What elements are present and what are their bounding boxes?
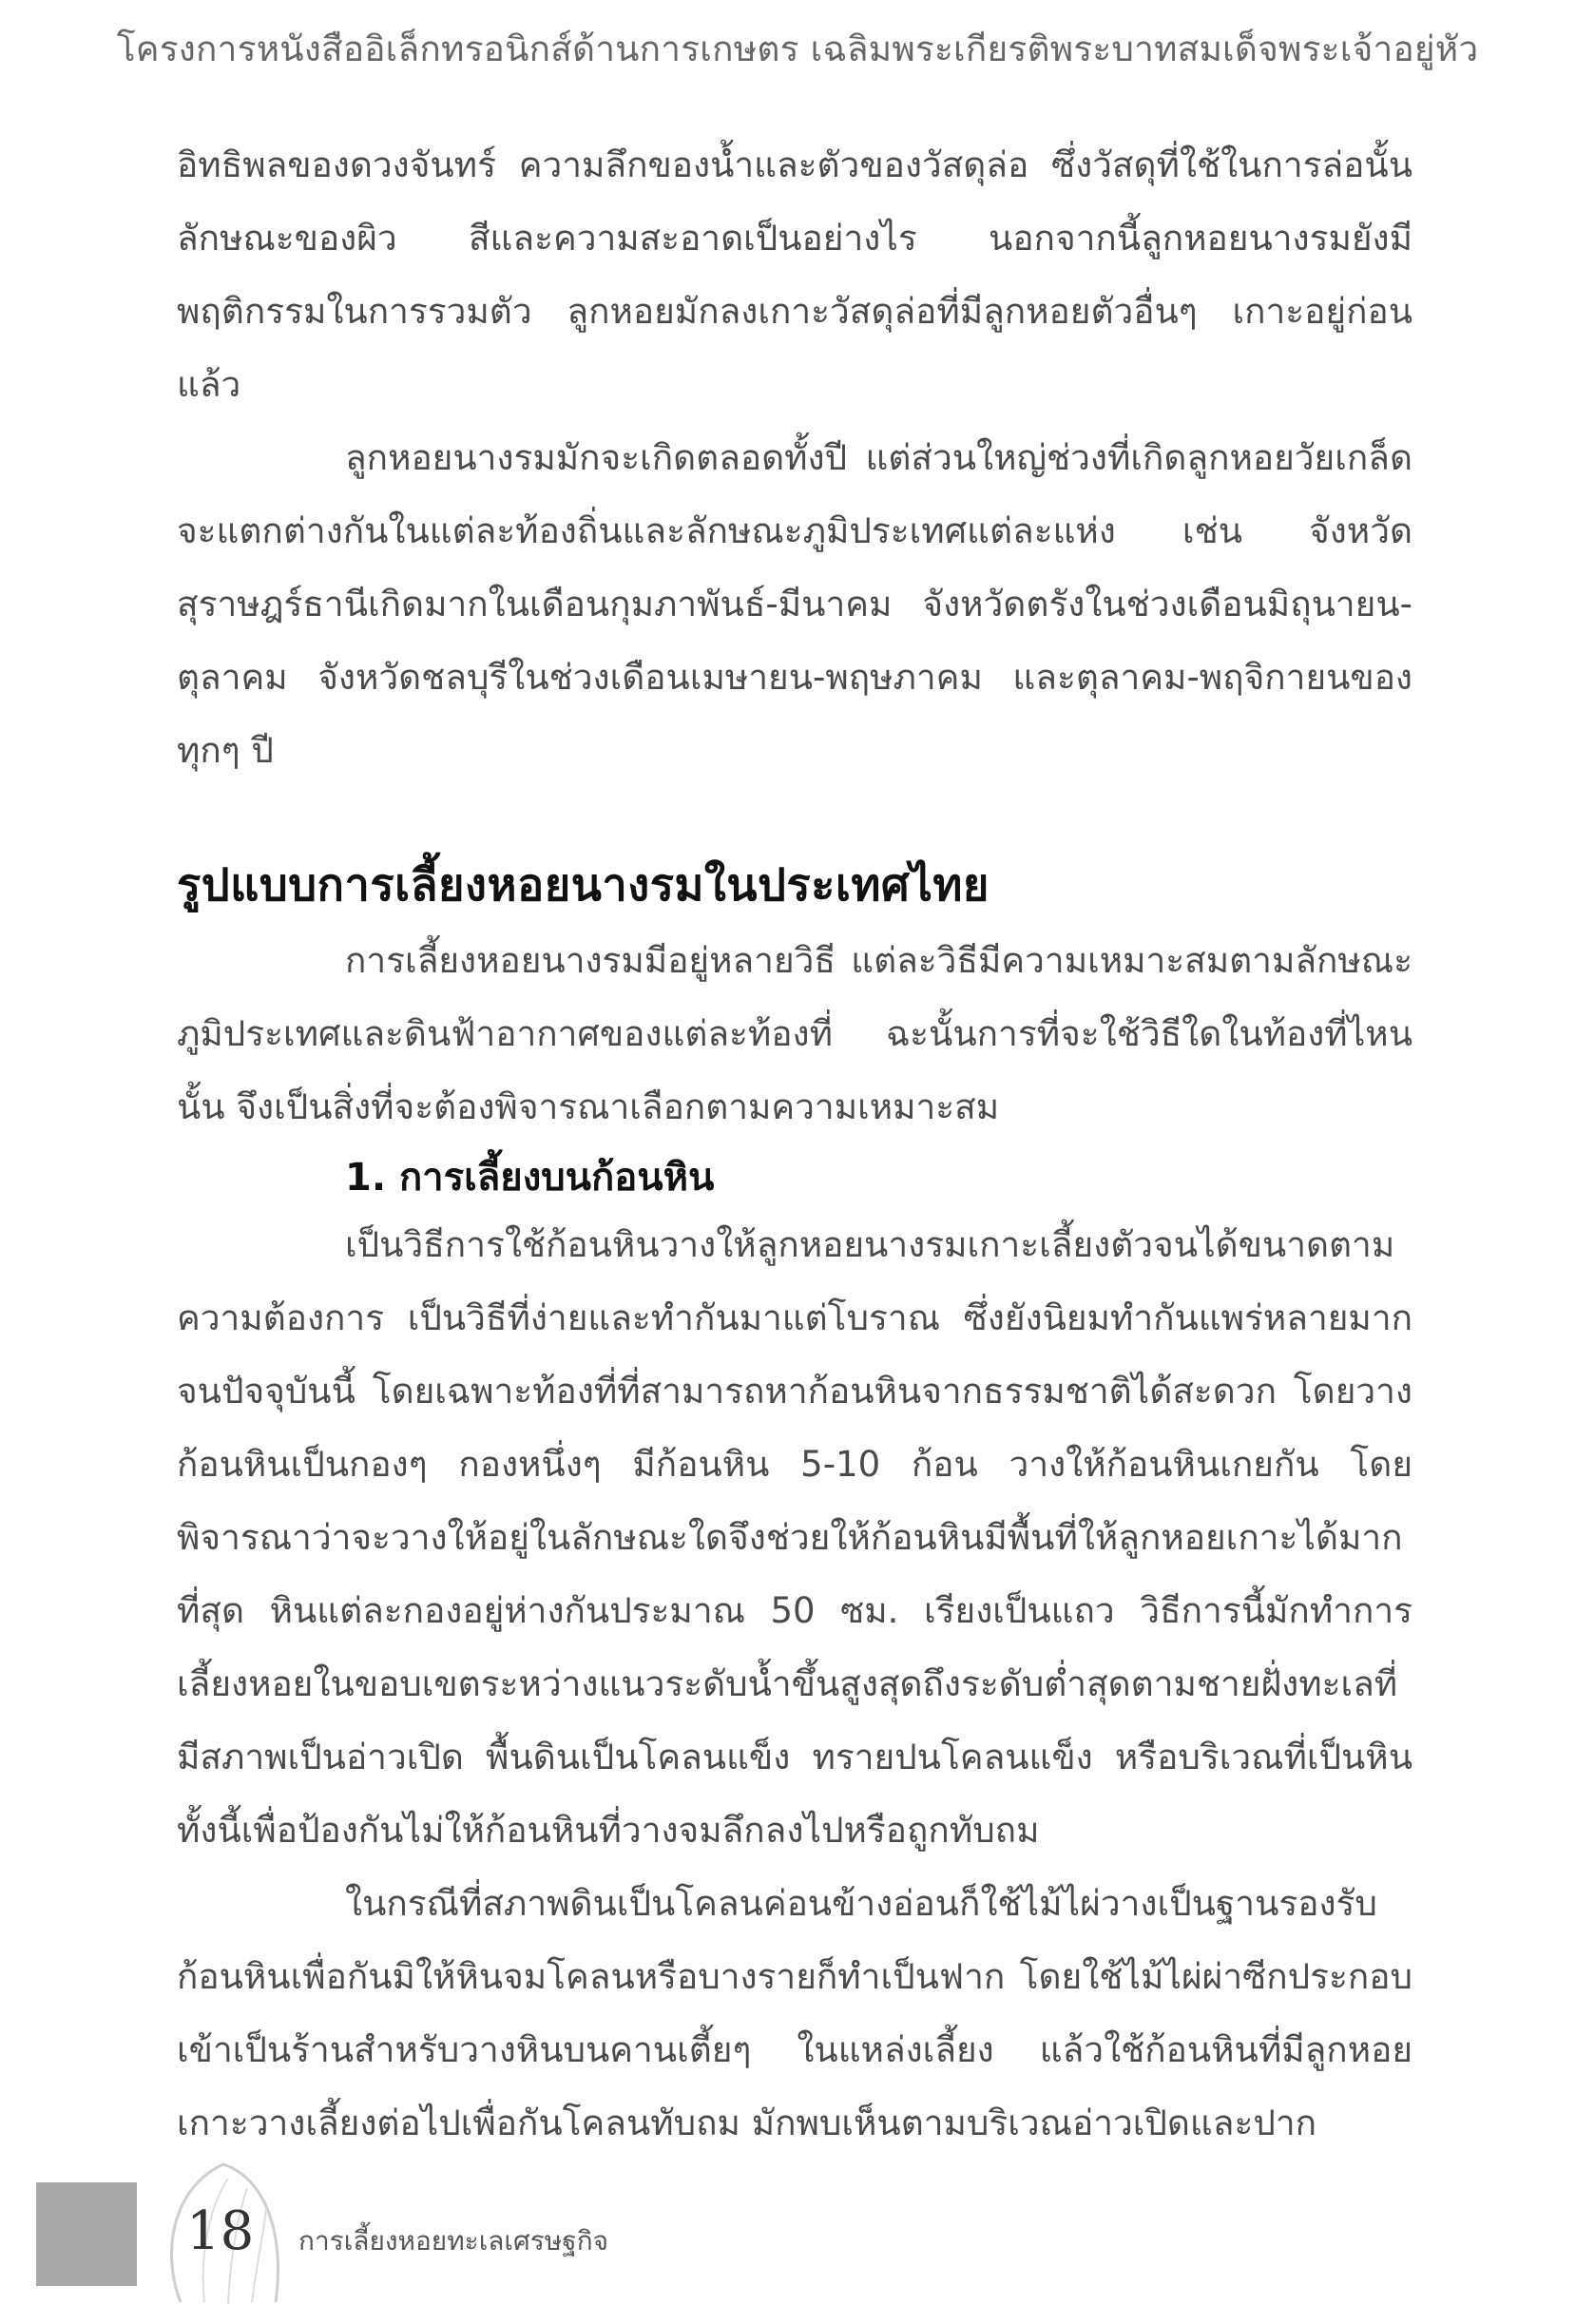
section-heading: รูปแบบการเลี้ยงหอยนางรมในประเทศไทย (177, 859, 990, 912)
footer-gray-box (36, 2182, 137, 2286)
paragraph-2: ลูกหอยนางรมมักจะเกิดตลอดทั้งปี แต่ส่วนใหญ่ช่วงที่เกิดลูกหอยวัยเกล็ด จะแตกต่างกันในแต่ละท้องถิ่นและลักษณะภูมิประเทศแต่ละแห่ง เช่น จังหวัดสุราษฎร์ธานีเกิดมากในเดือนกุมภาพันธ์-มีนาคม จังหวัดตรังในช่วงเดือนมิถุนายน-ตุลาคม จังหวัดชลบุรีในช่วงเดือนเมษายน-พฤษภาคม และตุลาคม-พฤจิกายนของทุกๆ ปี (177, 437, 1412, 771)
paragraph-5: ในกรณีที่สภาพดินเป็นโคลนค่อนข้างอ่อนก็ใช้ไม้ไผ่วางเป็นฐานรองรับก้อนหินเพื่อกันมิให้หินจมโคลนหรือบางรายก็ทำเป็นฟาก โดยใช้ไม้ไผ่ผ่าซีกประกอบเข้าเป็นร้านสำหรับวางหินบนคานเตี้ยๆ ในแหล่งเลี้ยง แล้วใช้ก้อนหินที่มีลูกหอยเกาะวางเลี้ยงต่อไปเพื่อกันโคลนทับถม มักพบเห็นตามบริเวณอ่าวเปิดและปาก (177, 1883, 1412, 2143)
paragraph-1: อิทธิพลของดวงจันทร์ ความลึกของน้ำและตัวของวัสดุล่อ ซึ่งวัสดุที่ใช้ในการล่อนั้นลักษณะของผิว สีและความสะอาดเป็นอย่างไร นอกจากนี้ลูกหอยนางรมยังมีพฤติกรรมในการรวมตัว ลูกหอยมักลงเกาะวัสดุล่อที่มีลูกหอยตัวอื่นๆ เกาะอยู่ก่อนแล้ว (177, 144, 1412, 405)
page-body (177, 128, 1412, 2160)
page-number: 18 (186, 2200, 255, 2262)
subsection-heading: 1. การเลี้ยงบนก้อนหิน (345, 1156, 715, 1200)
footer-book-title: การเลี้ยงหอยทะเลเศรษฐกิจ (298, 2225, 609, 2257)
paragraph-4: เป็นวิธีการใช้ก้อนหินวางให้ลูกหอยนางรมเกาะเลี้ยงตัวจนได้ขนาดตามความต้องการ เป็นวิธีที่ง่ายและทำกันมาแต่โบราณ ซึ่งยังนิยมทำกันแพร่หลายมากจนปัจจุบันนี้ โดยเฉพาะท้องที่ที่สามารถหาก้อนหินจากธรรมชาติได้สะดวก โดยวางก้อนหินเป็นกองๆ กองหนึ่งๆ มีก้อนหิน 5-10 ก้อน วางให้ก้อนหินเกยกัน โดยพิจารณาว่าจะวางให้อยู่ในลักษณะใดจึงช่วยให้ก้อนหินมีพื้นที่ให้ลูกหอยเกาะได้มากที่สุด หินแต่ละกองอยู่ห่างกันประมาณ 50 ซม. เรียงเป็นแถว วิธีการนี้มักทำการเลี้ยงหอยในขอบเขตระหว่างแนวระดับน้ำขึ้นสูงสุดถึงระดับต่ำสุดตามชายฝั่งทะเลที่มีสภาพเป็นอ่าวเปิด พื้นดินเป็นโคลนแข็ง ทรายปนโคลนแข็ง หรือบริเวณที่เป็นหินทั้งนี้เพื่อป้องกันไม่ให้ก้อนหินที่วางจมลึกลงไปหรือถูกทับถม (177, 1224, 1412, 1851)
paragraph-3: การเลี้ยงหอยนางรมมีอยู่หลายวิธี แต่ละวิธีมีความเหมาะสมตามลักษณะภูมิประเทศและดินฟ้าอากาศของแต่ละท้องที่ ฉะนั้นการที่จะใช้วิธีใดในท้องที่ไหนนั้น จึงเป็นสิ่งที่จะต้องพิจารณาเลือกตามความเหมาะสม (177, 940, 1412, 1127)
running-header: โครงการหนังสืออิเล็กทรอนิกส์ด้านการเกษตร เฉลิมพระเกียรติพระบาทสมเด็จพระเจ้าอยู่หัว (116, 29, 1479, 69)
